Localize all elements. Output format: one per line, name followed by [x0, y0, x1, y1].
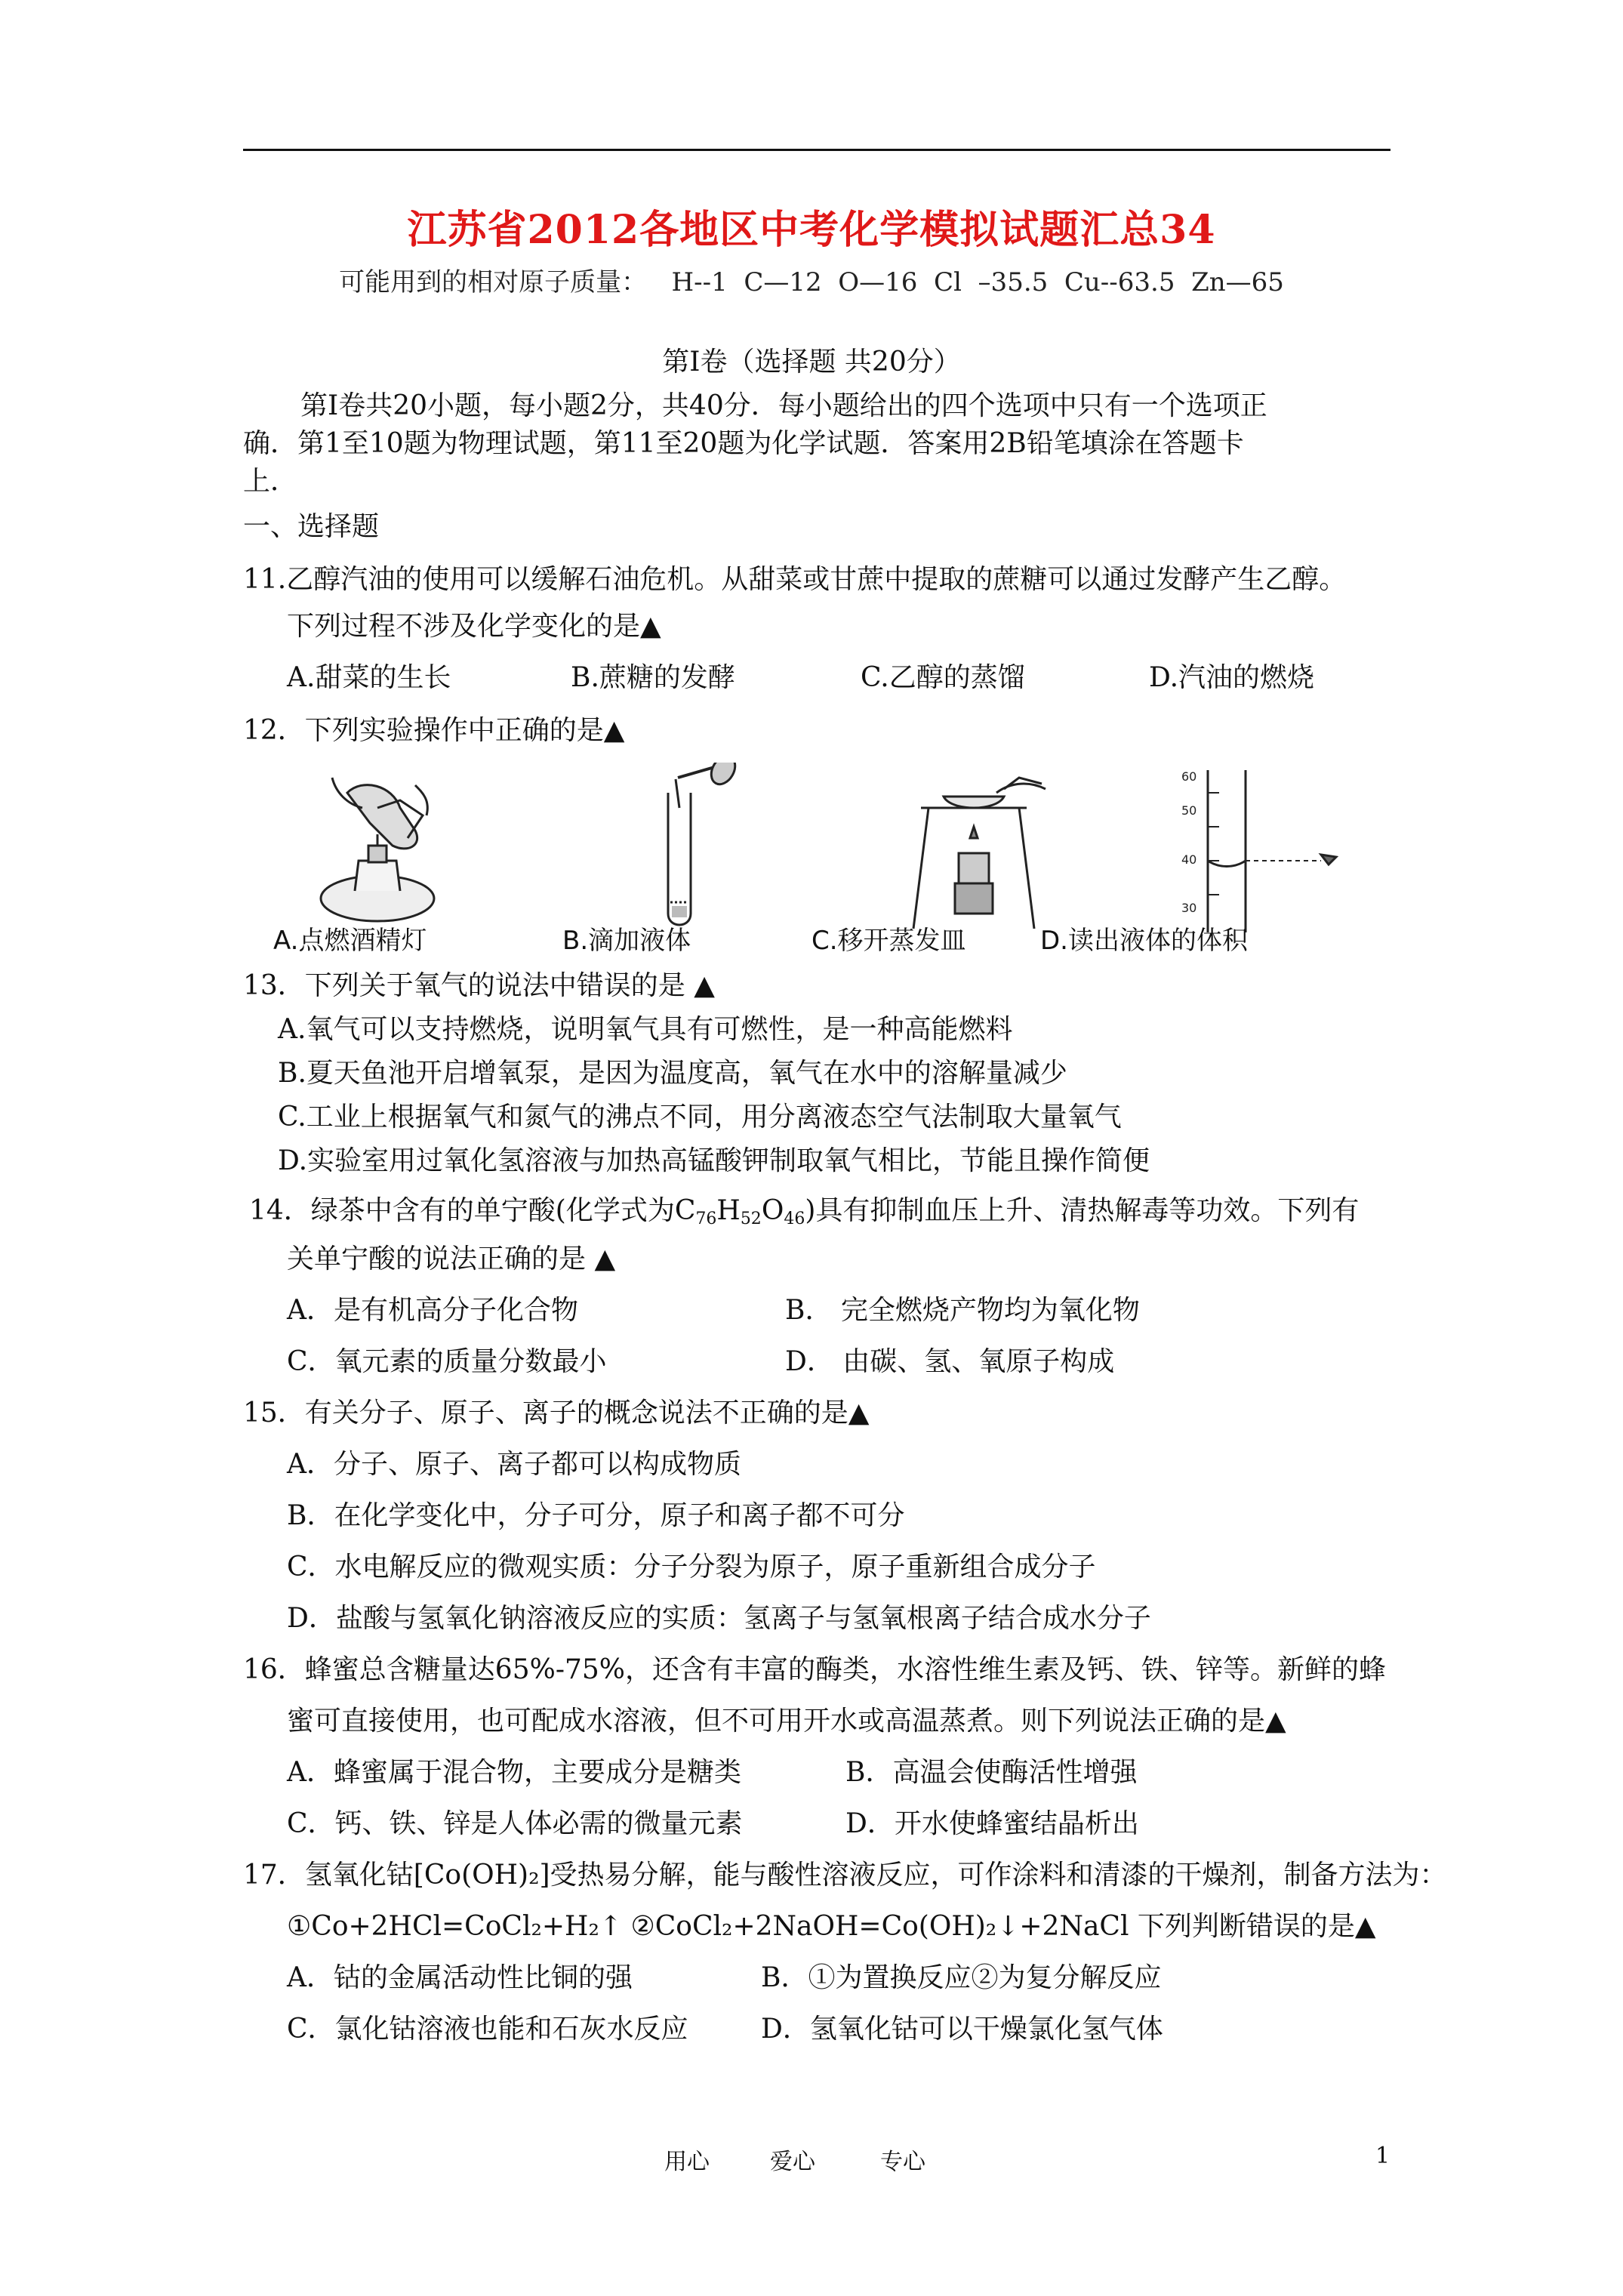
q12-option-d: D.读出液体的体积: [1040, 926, 1248, 956]
q12-stem: 12．下列实验操作中正确的是▲: [243, 715, 625, 746]
q14-o: O: [761, 1195, 784, 1226]
q16-option-c: C．钙、铁、锌是人体必需的微量元素: [287, 1808, 743, 1839]
q14-option-c: C．氧元素的质量分数最小: [287, 1346, 607, 1377]
q14-option-d: D． 由碳、氢、氧原子构成: [785, 1346, 1115, 1377]
header-rule: [243, 149, 1390, 151]
q13-option-d: D.实验室用过氧化氢溶液与加热高锰酸钾制取氧气相比，节能且操作简便: [278, 1145, 1150, 1176]
q14-sub-h: 52: [740, 1210, 762, 1228]
q14-option-a: A．是有机高分子化合物: [287, 1295, 578, 1326]
q16-stem-2: 蜜可直接使用，也可配成水溶液，但不可用开水或高温蒸煮。则下列说法正确的是▲: [287, 1706, 1286, 1737]
page-title: 江苏省2012各地区中考化学模拟试题汇总34: [407, 207, 1216, 253]
section-intro-1: 第Ⅰ卷共20小题，每小题2分，共40分．每小题给出的四个选项中只有一个选项正: [300, 390, 1267, 421]
scale-30: 30: [1181, 901, 1197, 915]
q14-option-b: B． 完全燃烧产物均为氧化物: [785, 1295, 1140, 1326]
q17-option-c: C．氯化钴溶液也能和石灰水反应: [287, 2014, 688, 2045]
q17-option-a: A．钴的金属活动性比铜的强: [287, 1962, 633, 1993]
q12-option-c: C.移开蒸发皿: [812, 926, 966, 956]
q17-option-b: B．①为置换反应②为复分解反应: [761, 1962, 1162, 1993]
q12-option-b: B.滴加液体: [562, 926, 691, 956]
q11-option-a: A.甜菜的生长: [287, 662, 451, 693]
page-number: 1: [1375, 2143, 1390, 2169]
q12-figures: [272, 763, 1329, 936]
q14-h: H: [716, 1195, 741, 1226]
q14-sub-o: 46: [784, 1210, 805, 1228]
q16-option-b: B．高温会使酶活性增强: [845, 1757, 1138, 1788]
q11-stem-2: 下列过程不涉及化学变化的是▲: [287, 611, 661, 642]
q14-stem-1a: 14．绿茶中含有的单宁酸(化学式为C: [249, 1195, 696, 1226]
q15-option-c: C．水电解反应的微观实质：分子分裂为原子，原子重新组合成分子: [287, 1552, 1096, 1583]
figure-alcohol-lamp: [302, 763, 453, 936]
q17-stem-1: 17．氢氧化钴[Co(OH)₂]受热易分解，能与酸性溶液反应，可作涂料和清漆的干燥剂，制备方法为：: [243, 1860, 1447, 1891]
footer-text-2: 爱心: [770, 2149, 815, 2175]
q13-option-b: B.夏天鱼池开启增氧泵，是因为温度高，氧气在水中的溶解量减少: [278, 1058, 1067, 1089]
q13-stem: 13．下列关于氧气的说法中错误的是 ▲: [243, 970, 715, 1001]
q15-option-d: D．盐酸与氢氧化钠溶液反应的实质：氢离子与氢氧根离子结合成水分子: [287, 1603, 1151, 1634]
q14-stem-2: 关单宁酸的说法正确的是 ▲: [287, 1244, 616, 1274]
q17-stem-2: ①Co+2HCl=CoCl₂+H₂↑ ②CoCl₂+2NaOH=Co(OH)₂↓+2NaCl 下列判断错误的是▲: [287, 1911, 1376, 1942]
q16-option-a: A．蜂蜜属于混合物，主要成分是糖类: [287, 1757, 741, 1788]
q15-stem: 15．有关分子、原子、离子的概念说法不正确的是▲: [243, 1398, 870, 1428]
scale-60: 60: [1181, 769, 1197, 784]
q16-option-d: D．开水使蜂蜜结晶析出: [845, 1808, 1139, 1839]
q13-option-a: A.氧气可以支持燃烧，说明氧气具有可燃性，是一种高能燃料: [278, 1014, 1013, 1045]
q14-sub-c: 76: [695, 1210, 717, 1228]
q14-stem-1: [249, 1194, 1359, 1228]
scale-50: 50: [1181, 803, 1197, 818]
section-intro-3: 上．: [243, 466, 298, 497]
q17-option-d: D．氢氧化钴可以干燥氯化氢气体: [761, 2014, 1163, 2045]
section-intro-2: 确．第1至10题为物理试题，第11至20题为化学试题．答案用2B铅笔填涂在答题卡: [243, 428, 1244, 459]
footer-text-3: 专心: [880, 2149, 925, 2175]
atomic-masses-line: 可能用到的相对原子质量： H--1 C—12 O—16 Cl –35.5 Cu--63.5 Zn—65: [339, 267, 1284, 297]
footer-text-1: 用心: [664, 2149, 710, 2175]
figure-evaporating-dish: [898, 763, 1049, 936]
q13-option-c: C.工业上根据氧气和氮气的沸点不同，用分离液态空气法制取大量氧气: [278, 1102, 1122, 1133]
q15-option-a: A．分子、原子、离子都可以构成物质: [287, 1449, 741, 1480]
figure-graduated-cylinder: [1178, 763, 1344, 936]
q16-stem-1: 16．蜂蜜总含糖量达65%-75%，还含有丰富的酶类，水溶性维生素及钙、铁、锌等。新鲜的蜂: [243, 1654, 1387, 1685]
part-heading: 一、选择题: [243, 511, 380, 542]
q11-option-c: C.乙醇的蒸馏: [861, 662, 1025, 693]
q11-stem-1: 11.乙醇汽油的使用可以缓解石油危机。从甜菜或甘蔗中提取的蔗糖可以通过发酵产生乙醇。: [243, 564, 1347, 595]
scale-40: 40: [1181, 852, 1197, 867]
section-title: 第Ⅰ卷（选择题 共20分）: [662, 347, 961, 378]
figure-test-tube-dropper: [604, 763, 755, 936]
q11-option-d: D.汽油的燃烧: [1149, 662, 1315, 693]
q12-option-a: A.点燃酒精灯: [273, 926, 427, 956]
q14-stem-1b: )具有抑制血压上升、清热解毒等功效。下列有: [805, 1195, 1360, 1226]
q15-option-b: B．在化学变化中，分子可分，原子和离子都不可分: [287, 1500, 905, 1531]
q11-option-b: B.蔗糖的发酵: [571, 662, 735, 693]
